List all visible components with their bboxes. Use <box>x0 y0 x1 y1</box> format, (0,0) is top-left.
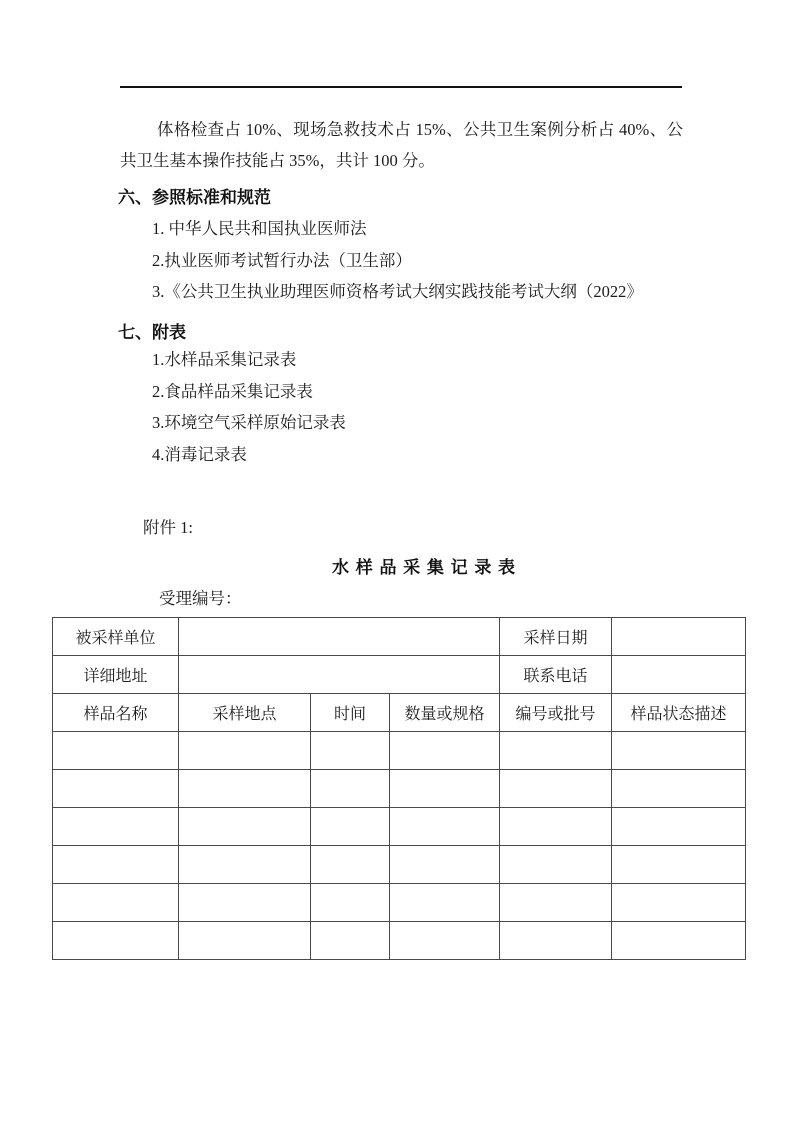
appendix-item: 4.消毒记录表 <box>152 444 247 464</box>
section-6-list <box>152 213 643 308</box>
sampling-date-value <box>612 618 746 656</box>
form-empty-cell <box>53 808 179 846</box>
form-empty-cell <box>390 884 500 922</box>
phone-label: 联系电话 <box>500 656 612 694</box>
form-empty-cell <box>53 922 179 960</box>
form-empty-cell <box>53 846 179 884</box>
form-empty-cell <box>311 732 390 770</box>
address-label: 详细地址 <box>53 656 179 694</box>
form-empty-cell <box>500 732 612 770</box>
col-serial-batch: 编号或批号 <box>500 694 612 732</box>
form-empty-cell <box>311 770 390 808</box>
form-empty-cell <box>612 732 746 770</box>
info-row-2 <box>53 656 746 694</box>
form-empty-row <box>53 808 746 846</box>
form-empty-cell <box>179 846 311 884</box>
column-header-row <box>53 694 746 732</box>
form-empty-cell <box>612 922 746 960</box>
form-empty-cell <box>53 732 179 770</box>
reference-item: 1. 中华人民共和国执业医师法 <box>152 219 367 238</box>
form-empty-cell <box>500 884 612 922</box>
form-empty-cell <box>53 884 179 922</box>
form-title: 水 样 品 采 集 记 录 表 <box>332 558 517 577</box>
form-empty-row <box>53 922 746 960</box>
form-empty-cell <box>179 770 311 808</box>
form-empty-cell <box>179 922 311 960</box>
form-empty-cell <box>390 732 500 770</box>
reference-item: 2.执业医师考试暂行办法（卫生部） <box>152 250 412 270</box>
form-empty-cell <box>612 770 746 808</box>
col-sample-state: 样品状态描述 <box>612 694 746 732</box>
info-row-1 <box>53 618 746 656</box>
phone-value <box>612 656 746 694</box>
form-empty-row <box>53 846 746 884</box>
form-empty-cell <box>390 808 500 846</box>
section-6-heading: 六、参照标准和规范 <box>118 188 271 207</box>
form-empty-cell <box>179 732 311 770</box>
form-empty-cell <box>612 884 746 922</box>
form-empty-cell <box>500 922 612 960</box>
address-value <box>179 656 500 694</box>
form-empty-cell <box>179 808 311 846</box>
form-empty-row <box>53 884 746 922</box>
reference-item: 3.《公共卫生执业助理医师资格考试大纲实践技能考试大纲（2022》 <box>152 282 643 301</box>
attachment-1-label: 附件 1: <box>143 518 193 537</box>
col-quantity-spec: 数量或规格 <box>390 694 500 732</box>
form-empty-cell <box>179 884 311 922</box>
form-empty-cell <box>500 770 612 808</box>
form-empty-cell <box>311 808 390 846</box>
form-empty-cell <box>311 922 390 960</box>
col-time: 时间 <box>311 694 390 732</box>
col-sampling-site: 采样地点 <box>179 694 311 732</box>
section-7-heading: 七、附表 <box>118 323 186 342</box>
score-distribution-paragraph: 体格检查占 10%、现场急救技术占 15%、公共卫生案例分析占 40%、公共卫生基本操作技能占 35%，共计 100 分。 <box>120 120 683 170</box>
form-empty-rows <box>53 732 746 960</box>
col-sample-name: 样品名称 <box>53 694 179 732</box>
form-empty-row <box>53 732 746 770</box>
sampled-unit-label: 被采样单位 <box>53 618 179 656</box>
appendix-item: 3.环境空气采样原始记录表 <box>152 413 346 432</box>
form-empty-cell <box>612 808 746 846</box>
form-empty-cell <box>500 808 612 846</box>
form-empty-cell <box>311 884 390 922</box>
form-empty-cell <box>390 846 500 884</box>
appendix-item: 2.食品样品采集记录表 <box>152 381 313 401</box>
sampling-date-label: 采样日期 <box>500 618 612 656</box>
appendix-item: 1.水样品采集记录表 <box>152 350 297 369</box>
section-7-list <box>152 344 346 470</box>
form-empty-row <box>53 770 746 808</box>
page-header-rule <box>120 86 682 88</box>
acceptance-number-label: 受理编号： <box>159 589 242 608</box>
form-empty-cell <box>612 846 746 884</box>
form-empty-cell <box>390 770 500 808</box>
form-empty-cell <box>500 846 612 884</box>
form-empty-cell <box>53 770 179 808</box>
form-empty-cell <box>311 846 390 884</box>
water-sample-record-table <box>52 617 746 960</box>
form-empty-cell <box>390 922 500 960</box>
sampled-unit-value <box>179 618 500 656</box>
